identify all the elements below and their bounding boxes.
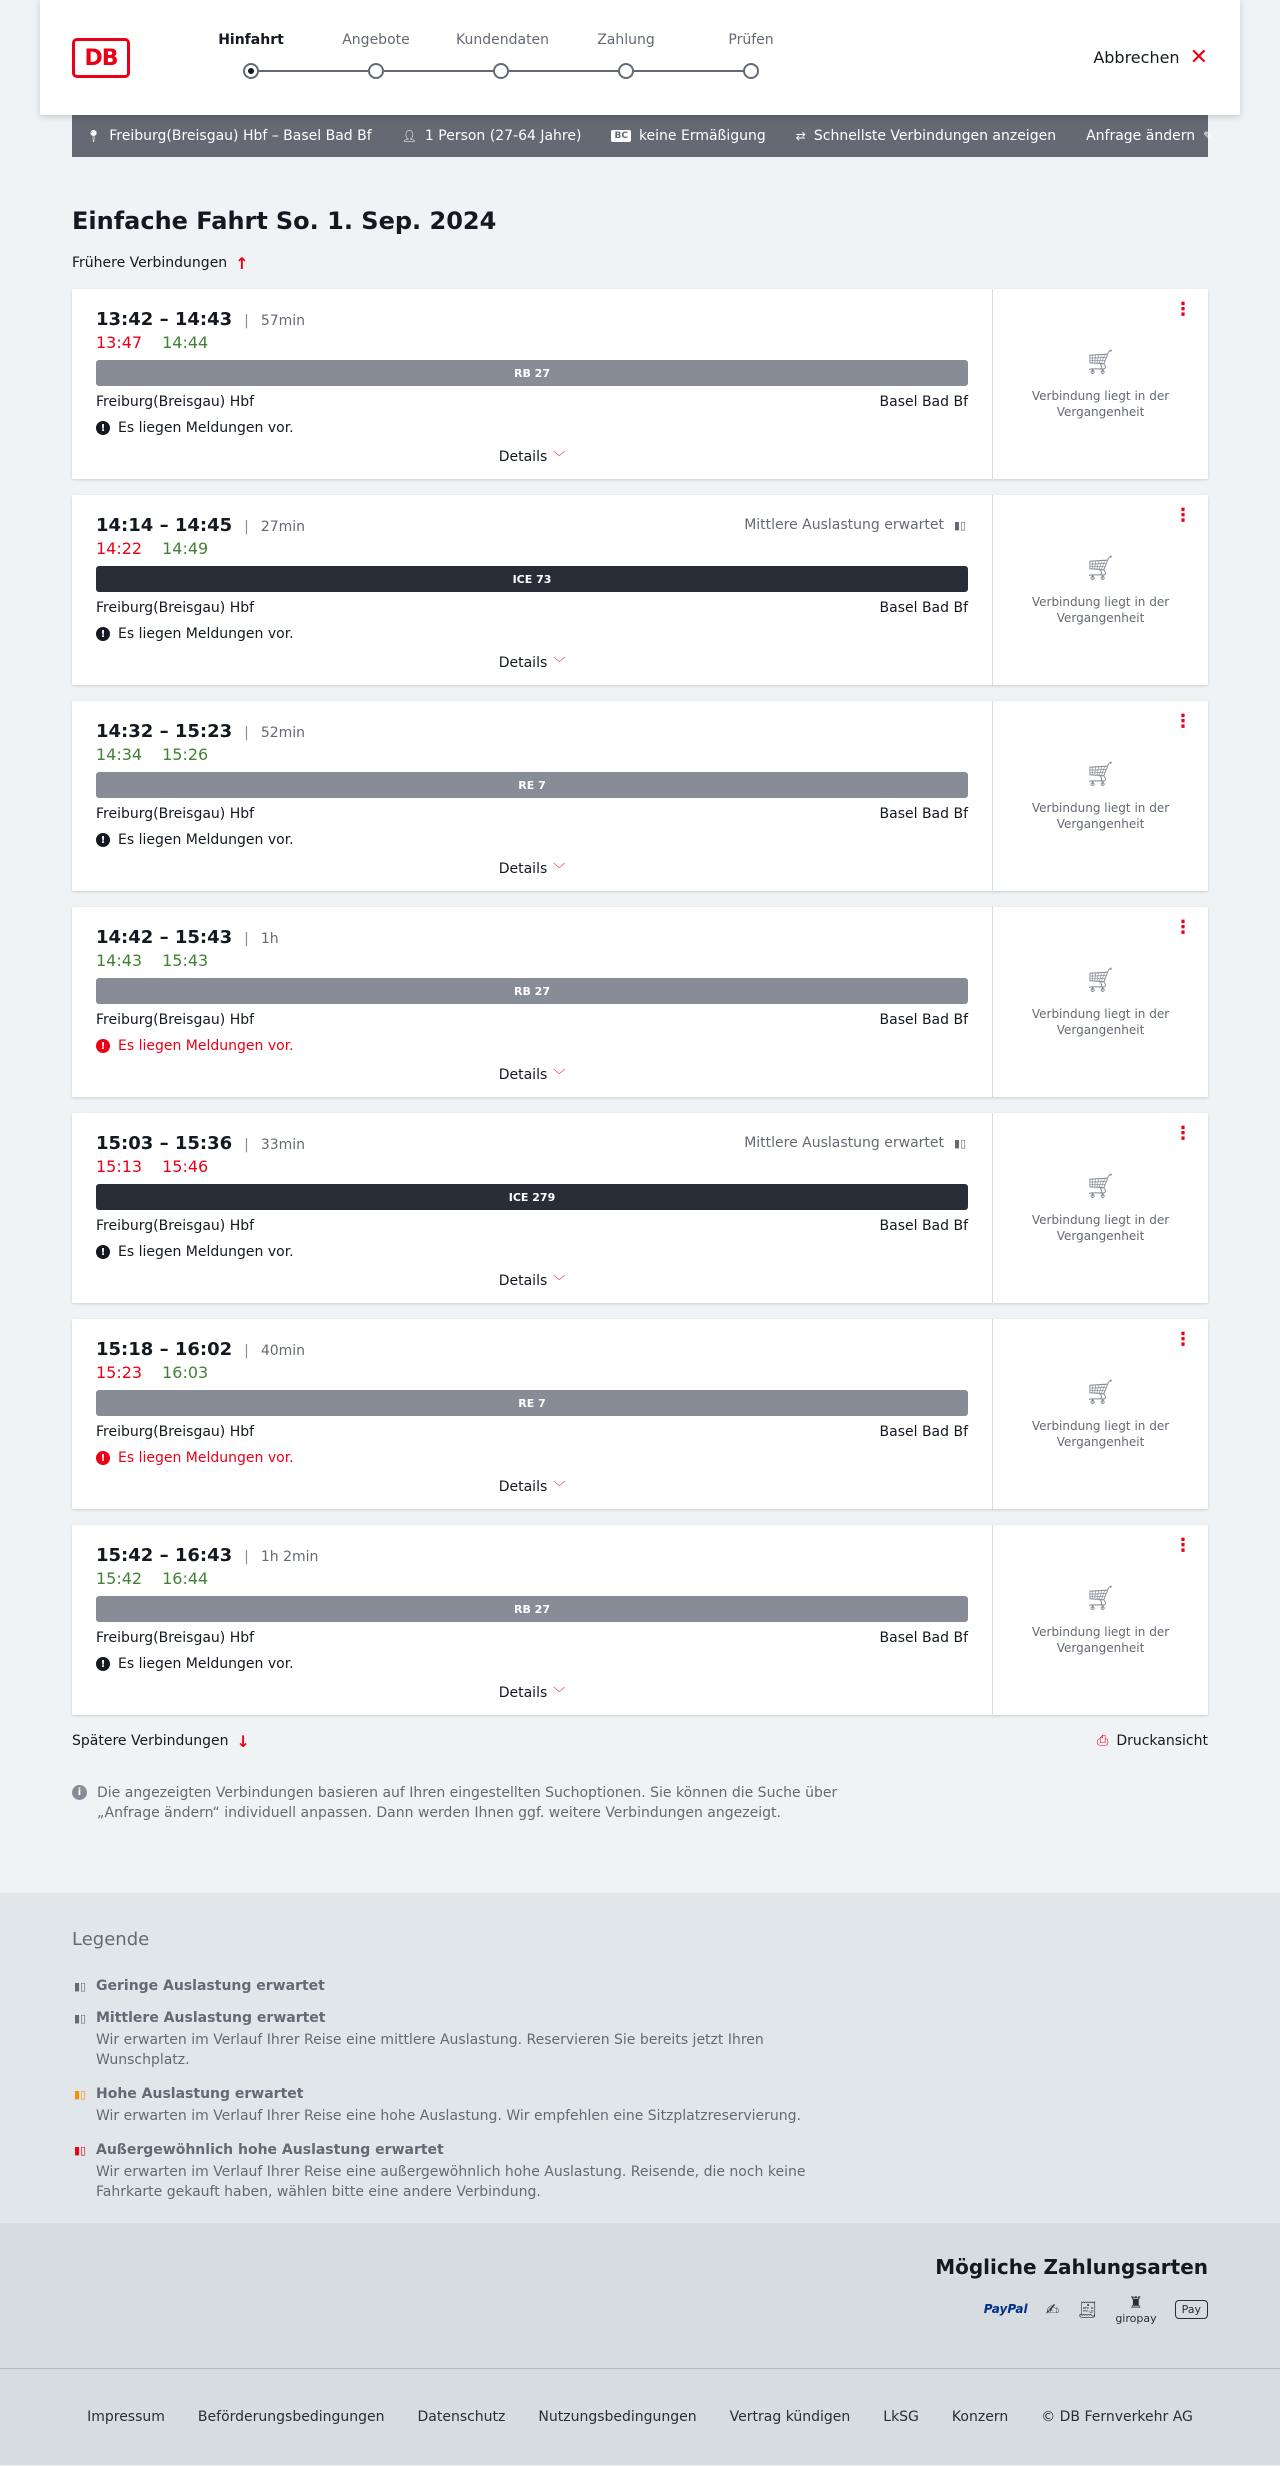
card-hand-icon: ✍︎ bbox=[1045, 2299, 1059, 2319]
duration: 1h 2min bbox=[260, 1549, 319, 1565]
planned-times bbox=[96, 1545, 968, 1567]
page-title bbox=[72, 207, 1208, 235]
summary-route[interactable] bbox=[86, 128, 372, 144]
payment-icons bbox=[984, 2293, 1208, 2325]
step-dot bbox=[493, 63, 509, 79]
high-load-icon: ▮▯ bbox=[73, 2087, 87, 2101]
alert-icon: ! bbox=[96, 1657, 110, 1671]
duration: 33min bbox=[260, 1137, 306, 1153]
more-options-icon[interactable]: ⋮ bbox=[1174, 1535, 1192, 1556]
load-indicator[interactable] bbox=[744, 517, 968, 533]
travellers-text: 1 Person (27-64 Jahre) bbox=[424, 128, 582, 144]
step-zahlung[interactable] bbox=[581, 32, 671, 48]
print-label: Druckansicht bbox=[1116, 1733, 1208, 1749]
arrival-station: Basel Bad Bf bbox=[879, 806, 968, 822]
change-request-label: Anfrage ändern bbox=[1086, 128, 1196, 144]
cart-unavailable-icon: 🛒︎ bbox=[1085, 1172, 1116, 1200]
chevron-down-icon: ﹀ bbox=[553, 862, 566, 876]
step-kundendaten[interactable] bbox=[456, 32, 550, 48]
footer-link[interactable]: © DB Fernverkehr AG bbox=[1041, 2409, 1193, 2425]
duration: 40min bbox=[260, 1343, 306, 1359]
planned-time-range: 14:32 – 15:23 bbox=[96, 721, 233, 742]
departure-station: Freiburg(Breisgau) Hbf bbox=[96, 1630, 255, 1646]
apple-pay-icon bbox=[1175, 2300, 1208, 2319]
duration: 57min bbox=[260, 313, 306, 329]
separator: | bbox=[244, 1343, 249, 1359]
stations bbox=[96, 806, 968, 822]
more-options-icon[interactable]: ⋮ bbox=[1174, 299, 1192, 320]
arrival-station: Basel Bad Bf bbox=[879, 1218, 968, 1234]
discount-text: keine Ermäßigung bbox=[638, 128, 766, 144]
step-dot bbox=[368, 63, 384, 79]
connection-card[interactable] bbox=[72, 1319, 1208, 1509]
chevron-down-icon: ﹀ bbox=[553, 1274, 566, 1288]
more-options-icon[interactable]: ⋮ bbox=[1174, 917, 1192, 938]
planned-times bbox=[96, 309, 968, 331]
realtime-arrival: 16:44 bbox=[162, 1569, 209, 1588]
more-options-icon[interactable]: ⋮ bbox=[1174, 1329, 1192, 1350]
footer-link[interactable]: Vertrag kündigen bbox=[729, 2409, 851, 2425]
footer bbox=[0, 2368, 1280, 2465]
step-label: Angebote bbox=[342, 32, 410, 48]
later-connections-link[interactable] bbox=[72, 1732, 250, 1751]
details-toggle[interactable] bbox=[72, 448, 992, 465]
past-connection-text: Verbindung liegt in der Vergangenheit bbox=[1031, 595, 1170, 625]
planned-times bbox=[96, 1339, 968, 1361]
summary-filter[interactable] bbox=[796, 128, 1056, 144]
planned-times bbox=[96, 721, 968, 743]
load-text: Mittlere Auslastung erwartet bbox=[744, 1135, 944, 1151]
low-load-icon: ▮▯ bbox=[73, 1979, 87, 1993]
realtime-times bbox=[96, 1569, 968, 1591]
realtime-arrival: 15:46 bbox=[162, 1157, 209, 1176]
more-options-icon[interactable]: ⋮ bbox=[1174, 1123, 1192, 1144]
chevron-down-icon: ﹀ bbox=[553, 656, 566, 670]
swap-icon: ⇄ bbox=[795, 129, 806, 143]
planned-time-range: 15:03 – 15:36 bbox=[96, 1133, 233, 1154]
details-label: Details bbox=[498, 449, 548, 465]
step-dot bbox=[243, 63, 259, 79]
message-text: Es liegen Meldungen vor. bbox=[118, 1038, 294, 1054]
legend-entry bbox=[72, 2010, 1280, 2070]
planned-time-range: 15:18 – 16:02 bbox=[96, 1339, 233, 1360]
departure-station: Freiburg(Breisgau) Hbf bbox=[96, 1424, 255, 1440]
connection-info bbox=[72, 907, 992, 1097]
connection-card[interactable] bbox=[72, 701, 1208, 891]
payment-methods-section bbox=[0, 2223, 1280, 2368]
arrival-station: Basel Bad Bf bbox=[879, 1012, 968, 1028]
planned-times bbox=[96, 927, 968, 949]
footer-link[interactable]: Konzern bbox=[951, 2409, 1009, 2425]
connection-card[interactable] bbox=[72, 495, 1208, 685]
legend-entry-desc: Wir erwarten im Verlauf Ihrer Reise eine mittlere Auslastung. Reservieren Sie bereits jetzt Ihren Wunschplatz. bbox=[96, 2032, 764, 2068]
details-toggle[interactable] bbox=[72, 1272, 992, 1289]
realtime-times bbox=[96, 1363, 968, 1385]
realtime-departure: 13:47 bbox=[96, 333, 143, 352]
duration: 52min bbox=[260, 725, 306, 741]
giropay-icon: ♜ giropay bbox=[1115, 2293, 1157, 2325]
arrival-station: Basel Bad Bf bbox=[879, 394, 968, 410]
alert-icon: ! bbox=[96, 1039, 110, 1053]
apple-pay-text: Pay bbox=[1181, 2302, 1201, 2316]
alert-icon: ! bbox=[96, 1451, 110, 1465]
load-text: Mittlere Auslastung erwartet bbox=[744, 517, 944, 533]
legend-entry bbox=[72, 2086, 1280, 2126]
realtime-times bbox=[96, 745, 968, 767]
message-text: Es liegen Meldungen vor. bbox=[118, 420, 294, 436]
alert-icon: ! bbox=[96, 1245, 110, 1259]
message-text: Es liegen Meldungen vor. bbox=[118, 1656, 294, 1672]
cancel-button[interactable] bbox=[1093, 44, 1208, 70]
sepa-icon: 🧾︎ bbox=[1077, 2299, 1098, 2319]
connection-info bbox=[72, 1113, 992, 1303]
realtime-times bbox=[96, 1157, 968, 1179]
planned-time-range: 14:14 – 14:45 bbox=[96, 515, 233, 536]
realtime-departure: 14:22 bbox=[96, 539, 143, 558]
load-indicator[interactable] bbox=[744, 1135, 968, 1151]
message-text: Es liegen Meldungen vor. bbox=[118, 1244, 294, 1260]
filter-text: Schnellste Verbindungen anzeigen bbox=[813, 128, 1057, 144]
departure-station: Freiburg(Breisgau) Hbf bbox=[96, 394, 255, 410]
details-label: Details bbox=[498, 1479, 548, 1495]
details-toggle[interactable] bbox=[72, 1066, 992, 1083]
very-high-load-icon: ▮▯ bbox=[73, 2143, 87, 2157]
change-request-button[interactable] bbox=[1086, 128, 1213, 144]
duration: 1h bbox=[260, 931, 279, 947]
footer-link[interactable]: Nutzungsbedingungen bbox=[538, 2409, 697, 2425]
step-label: Kundendaten bbox=[456, 32, 550, 48]
medium-load-icon: ▮▯ bbox=[73, 2011, 87, 2025]
past-connection-text: Verbindung liegt in der Vergangenheit bbox=[1031, 1007, 1170, 1037]
details-label: Details bbox=[498, 655, 548, 671]
details-label: Details bbox=[498, 1685, 548, 1701]
message-text: Es liegen Meldungen vor. bbox=[118, 626, 294, 642]
booking-panel bbox=[992, 1525, 1208, 1715]
message-notice[interactable] bbox=[96, 1038, 968, 1054]
past-connection-text: Verbindung liegt in der Vergangenheit bbox=[1031, 1625, 1170, 1655]
realtime-arrival: 15:26 bbox=[162, 745, 209, 764]
location-pin-icon: 📍︎ bbox=[86, 129, 102, 143]
details-label: Details bbox=[498, 861, 548, 877]
person-icon: 👤︎ bbox=[401, 129, 417, 143]
stations bbox=[96, 600, 968, 616]
stations bbox=[96, 1012, 968, 1028]
apple-pay-label bbox=[1182, 2303, 1201, 2316]
medium-load-icon: ▮▯ bbox=[953, 1136, 967, 1150]
connection-info bbox=[72, 701, 992, 891]
connection-card[interactable] bbox=[72, 1525, 1208, 1715]
booking-panel bbox=[992, 289, 1208, 479]
paypal-icon: PayPal bbox=[983, 2302, 1028, 2316]
realtime-departure: 15:23 bbox=[96, 1363, 143, 1382]
cart-unavailable-icon: 🛒︎ bbox=[1085, 554, 1116, 582]
separator: | bbox=[244, 1137, 249, 1153]
stations bbox=[96, 394, 968, 410]
step-label: Zahlung bbox=[597, 32, 655, 48]
booking-panel bbox=[992, 495, 1208, 685]
legend-title-text: Außergewöhnlich hohe Auslastung erwartet bbox=[96, 2142, 444, 2158]
cancel-label: Abbrechen bbox=[1093, 48, 1180, 67]
message-notice[interactable] bbox=[96, 1244, 968, 1260]
details-toggle[interactable] bbox=[72, 654, 992, 671]
realtime-departure: 15:13 bbox=[96, 1157, 143, 1176]
booking-panel bbox=[992, 1319, 1208, 1509]
later-label: Spätere Verbindungen bbox=[72, 1733, 229, 1749]
alert-icon: ! bbox=[96, 421, 110, 435]
more-options-icon[interactable]: ⋮ bbox=[1174, 711, 1192, 732]
legend-entry-title bbox=[72, 2010, 1280, 2026]
connection-info bbox=[72, 1525, 992, 1715]
footer-link[interactable]: Impressum bbox=[87, 2409, 165, 2425]
result-footer-links bbox=[72, 1731, 1208, 1751]
main-content bbox=[72, 207, 1208, 1823]
departure-station: Freiburg(Breisgau) Hbf bbox=[96, 1218, 255, 1234]
cart-unavailable-icon: 🛒︎ bbox=[1085, 1584, 1116, 1612]
step-angebote[interactable] bbox=[331, 32, 421, 48]
train-bar[interactable]: RE 7 bbox=[96, 1390, 968, 1416]
booking-panel bbox=[992, 907, 1208, 1097]
booking-panel bbox=[992, 701, 1208, 891]
cart-unavailable-icon: 🛒︎ bbox=[1085, 1378, 1116, 1406]
connection-info bbox=[72, 1319, 992, 1509]
realtime-arrival: 15:43 bbox=[162, 951, 209, 970]
booking-stepper bbox=[210, 32, 790, 82]
medium-load-icon: ▮▯ bbox=[953, 518, 967, 532]
message-notice[interactable] bbox=[96, 420, 968, 436]
message-notice[interactable] bbox=[96, 626, 968, 642]
printer-icon: ⎙ bbox=[1097, 1733, 1109, 1749]
separator: | bbox=[244, 313, 249, 329]
arrival-station: Basel Bad Bf bbox=[879, 600, 968, 616]
cart-unavailable-icon: 🛒︎ bbox=[1085, 760, 1116, 788]
footer-link[interactable]: LkSG bbox=[883, 2409, 919, 2425]
legend-entries bbox=[72, 1978, 1280, 2202]
realtime-arrival: 16:03 bbox=[162, 1363, 209, 1382]
planned-time-range: 14:42 – 15:43 bbox=[96, 927, 233, 948]
departure-station: Freiburg(Breisgau) Hbf bbox=[96, 1012, 255, 1028]
booking-panel bbox=[992, 1113, 1208, 1303]
step-dot bbox=[618, 63, 634, 79]
summary-travellers[interactable] bbox=[402, 128, 582, 144]
train-bar[interactable]: RE 7 bbox=[96, 772, 968, 798]
realtime-arrival: 14:44 bbox=[162, 333, 209, 352]
trip-date: So. 1. Sep. 2024 bbox=[275, 207, 497, 235]
earlier-label: Frühere Verbindungen bbox=[72, 255, 228, 271]
past-connection-text: Verbindung liegt in der Vergangenheit bbox=[1031, 389, 1170, 419]
departure-station: Freiburg(Breisgau) Hbf bbox=[96, 806, 255, 822]
separator: | bbox=[244, 519, 249, 535]
details-toggle[interactable] bbox=[72, 860, 992, 877]
message-notice[interactable] bbox=[96, 832, 968, 848]
arrow-up-icon: ↑ bbox=[235, 253, 249, 273]
realtime-times bbox=[96, 333, 968, 355]
details-label: Details bbox=[498, 1067, 548, 1083]
route-text: Freiburg(Breisgau) Hbf – Basel Bad Bf bbox=[109, 128, 372, 144]
trip-type: Einfache Fahrt bbox=[72, 207, 268, 235]
step-label: Hinfahrt bbox=[218, 32, 284, 48]
message-notice[interactable] bbox=[96, 1656, 968, 1672]
header bbox=[40, 0, 1240, 115]
chevron-down-icon: ﹀ bbox=[553, 450, 566, 464]
alert-icon: ! bbox=[96, 627, 110, 641]
bahncard-icon: BC bbox=[611, 130, 630, 142]
planned-time-range: 13:42 – 14:43 bbox=[96, 309, 233, 330]
details-toggle[interactable] bbox=[72, 1684, 992, 1701]
legend-entry bbox=[72, 2142, 1280, 2202]
past-connection-text: Verbindung liegt in der Vergangenheit bbox=[1031, 801, 1170, 831]
info-icon: i bbox=[72, 1785, 87, 1800]
earlier-connections-link[interactable] bbox=[72, 253, 1208, 273]
legend-entry-desc: Wir erwarten im Verlauf Ihrer Reise eine außergewöhnlich hohe Auslastung. Reisende, die noch keine Fahrkarte gekauft haben, wählen bitte eine andere Verbindung. bbox=[96, 2164, 806, 2200]
connection-list bbox=[72, 289, 1208, 1715]
legend-entry-title bbox=[72, 1978, 1280, 1994]
departure-station: Freiburg(Breisgau) Hbf bbox=[96, 600, 255, 616]
legend-section bbox=[0, 1893, 1280, 2223]
step-pruefen[interactable] bbox=[706, 32, 796, 48]
separator: | bbox=[244, 725, 249, 741]
legend-entry-title bbox=[72, 2086, 1280, 2102]
realtime-departure: 15:42 bbox=[96, 1569, 143, 1588]
realtime-departure: 14:43 bbox=[96, 951, 143, 970]
print-view-link[interactable] bbox=[1097, 1733, 1208, 1749]
train-bar[interactable]: ICE 279 bbox=[96, 1184, 968, 1210]
search-summary-bar bbox=[72, 115, 1214, 157]
realtime-times bbox=[96, 539, 968, 561]
chevron-down-icon: ﹀ bbox=[553, 1480, 566, 1494]
train-bar[interactable]: ICE 73 bbox=[96, 566, 968, 592]
train-bar[interactable]: RB 27 bbox=[96, 1596, 968, 1622]
arrival-station: Basel Bad Bf bbox=[879, 1424, 968, 1440]
message-notice[interactable] bbox=[96, 1450, 968, 1466]
stations bbox=[96, 1630, 968, 1646]
connection-card[interactable] bbox=[72, 289, 1208, 479]
legend-title-text: Geringe Auslastung erwartet bbox=[96, 1978, 325, 1994]
search-info-note bbox=[72, 1783, 852, 1823]
cart-unavailable-icon: 🛒︎ bbox=[1085, 966, 1116, 994]
message-text: Es liegen Meldungen vor. bbox=[118, 832, 294, 848]
legend-title-text: Hohe Auslastung erwartet bbox=[96, 2086, 304, 2102]
train-bar[interactable]: RB 27 bbox=[96, 360, 968, 386]
past-connection-text: Verbindung liegt in der Vergangenheit bbox=[1031, 1213, 1170, 1243]
connection-info bbox=[72, 495, 992, 685]
db-logo[interactable]: DB bbox=[72, 38, 130, 78]
legend-entry bbox=[72, 1978, 1280, 1994]
realtime-times bbox=[96, 951, 968, 973]
details-toggle[interactable] bbox=[72, 1478, 992, 1495]
legend-entry-title bbox=[72, 2142, 1280, 2158]
pencil-icon: ✎ bbox=[1203, 129, 1214, 143]
stations bbox=[96, 1424, 968, 1440]
duration: 27min bbox=[260, 519, 306, 535]
connection-info bbox=[72, 289, 992, 479]
realtime-arrival: 14:49 bbox=[162, 539, 209, 558]
arrival-station: Basel Bad Bf bbox=[879, 1630, 968, 1646]
giropay-label: giropay bbox=[1115, 2312, 1157, 2325]
train-bar[interactable]: RB 27 bbox=[96, 978, 968, 1004]
close-icon: ✕ bbox=[1189, 44, 1208, 70]
legend-title-text: Mittlere Auslastung erwartet bbox=[96, 2010, 326, 2026]
step-label: Prüfen bbox=[728, 32, 774, 48]
summary-discount[interactable] bbox=[611, 128, 765, 144]
footer-link[interactable]: Datenschutz bbox=[417, 2409, 506, 2425]
alert-icon: ! bbox=[96, 833, 110, 847]
separator: | bbox=[244, 1549, 249, 1565]
arrow-down-icon: ↓ bbox=[236, 1731, 250, 1751]
stations bbox=[96, 1218, 968, 1234]
connection-card[interactable] bbox=[72, 1113, 1208, 1303]
planned-time-range: 15:42 – 16:43 bbox=[96, 1545, 233, 1566]
footer-link[interactable]: Beförderungsbedingungen bbox=[197, 2409, 385, 2425]
step-dot bbox=[743, 63, 759, 79]
message-text: Es liegen Meldungen vor. bbox=[118, 1450, 294, 1466]
connection-card[interactable] bbox=[72, 907, 1208, 1097]
more-options-icon[interactable]: ⋮ bbox=[1174, 505, 1192, 526]
details-label: Details bbox=[498, 1273, 548, 1289]
chevron-down-icon: ﹀ bbox=[553, 1068, 566, 1082]
legend-entry-desc: Wir erwarten im Verlauf Ihrer Reise eine hohe Auslastung. Wir empfehlen eine Sitzplatzreservierung. bbox=[96, 2108, 801, 2124]
past-connection-text: Verbindung liegt in der Vergangenheit bbox=[1031, 1419, 1170, 1449]
legend-title: Legende bbox=[72, 1929, 150, 1950]
info-text: Die angezeigten Verbindungen basieren auf Ihren eingestellten Suchoptionen. Sie können die Suche über „Anfrage ändern“ individuell anpassen. Dann werden Ihnen ggf. weitere Verbindungen angezeigt. bbox=[97, 1785, 838, 1821]
step-hinfahrt[interactable] bbox=[206, 32, 296, 48]
realtime-departure: 14:34 bbox=[96, 745, 143, 764]
payment-title: Mögliche Zahlungsarten bbox=[935, 2255, 1208, 2279]
chevron-down-icon: ﹀ bbox=[553, 1686, 566, 1700]
cart-unavailable-icon: 🛒︎ bbox=[1085, 348, 1116, 376]
separator: | bbox=[244, 931, 249, 947]
